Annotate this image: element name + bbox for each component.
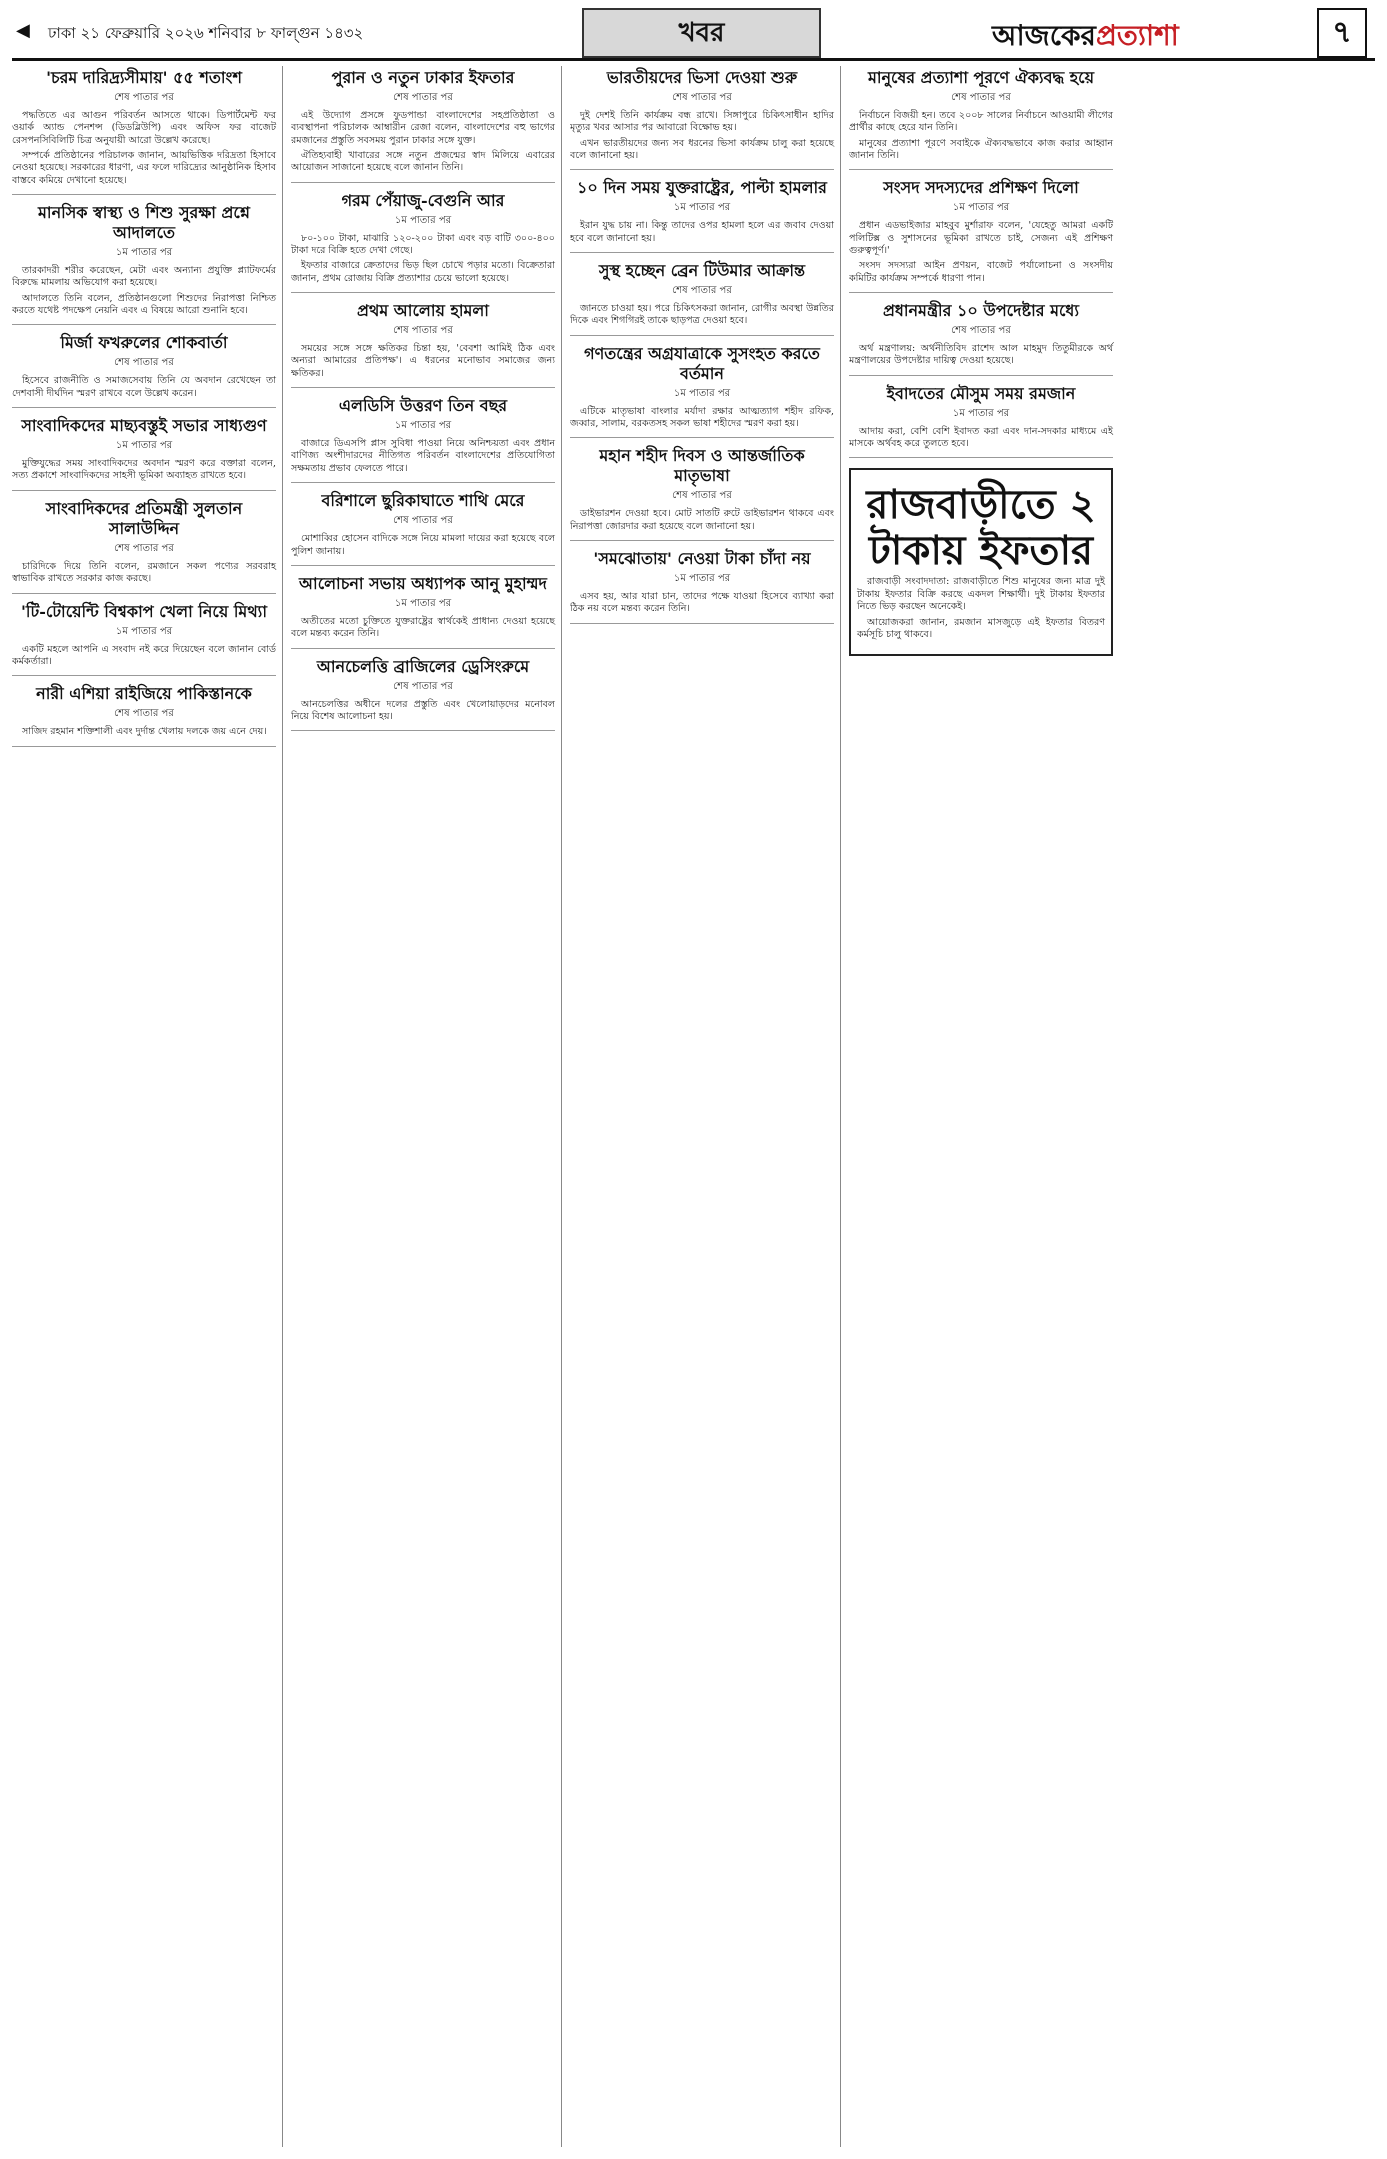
continuation-label: শেষ পাতার পর: [114, 542, 174, 554]
article-body: [849, 343, 1113, 368]
masthead: [12, 8, 1375, 61]
article: [12, 333, 276, 408]
article-paragraph: এসব হয়, আর যারা চান, তাদের পক্ষে যাওয়া হিসেবে ব্যাখ্যা করা ঠিক নয় বলে মন্তব্য করেন তিনি।: [570, 591, 834, 615]
news-column: [12, 66, 283, 2147]
article-body: [570, 110, 834, 162]
article-headline[interactable]: ইবাদতের মৌসুম সময় রমজান: [886, 383, 1076, 403]
article: [291, 574, 555, 649]
article-paragraph: দুই দেশই তিনি কার্যক্রম বন্ধ রাখে। সিঙ্গাপুরে চিকিৎসাধীন হাদির মৃত্যুর খবর আসার পর আবারো বিক্ষোভ হয়।: [570, 110, 834, 134]
article-paragraph: ঐতিহ্যবাহী খাবারের সঙ্গে নতুন প্রজন্মের স্বাদ মিলিয়ে এবারের আয়োজন সাজানো হয়েছে বলে জানান তিনি।: [291, 150, 555, 174]
article-body: [12, 726, 276, 738]
article: [12, 416, 276, 491]
article-body: [570, 303, 834, 328]
continuation-label: শেষ পাতার পর: [393, 325, 453, 337]
article: [849, 301, 1113, 376]
article: [12, 602, 276, 677]
continuation-label: শেষ পাতার পর: [672, 285, 732, 297]
article-body: [291, 533, 555, 558]
article-body: [12, 561, 276, 586]
article-headline[interactable]: মানুষের প্রত্যাশা পূরণে ঐক্যবদ্ধ হয়ে: [867, 68, 1095, 87]
article: [12, 68, 276, 195]
article: [12, 499, 276, 594]
continuation-label: শেষ পাতার পর: [114, 708, 174, 720]
article-paragraph: সাজিদ রহমান শক্তিশালী এবং দুর্দান্ত খেলায় দলকে জয় এনে দেয়।: [22, 726, 267, 738]
continuation-label: শেষ পাতার পর: [672, 92, 732, 103]
article-paragraph: পদ্ধতিতে এর আগুন পরিবর্তন আসতে থাকে। ডিপার্টমেন্ট ফর ওয়ার্ক অ্যান্ড পেনশন্স (ডিডব্লিউপি) এবং অফিস ফর বাজেট রেসপনসিবিলিটি চিত্র অনুযায়ী আরো উল্লেখ করেছে।: [12, 110, 276, 146]
continuation-label: শেষ পাতার পর: [114, 92, 174, 103]
continuation-label: ১ম পাতার পর: [394, 420, 452, 432]
article-body: [570, 220, 834, 245]
article-headline[interactable]: ১০ দিন সময় যুক্তরাষ্ট্রের, পাল্টা হামলার: [577, 178, 827, 198]
continuation-label: ১ম পাতার পর: [673, 387, 731, 399]
news-column: [849, 66, 1119, 2147]
news-column: [291, 66, 562, 2147]
continuation-label: ১ম পাতার পর: [394, 214, 452, 226]
article-paragraph: নির্বাচনে বিজয়ী হন। তবে ২০০৮ সালের নির্বাচনে আওয়ামী লীগের প্রার্থীর কাছে হেরে যান তিনি।: [849, 110, 1113, 134]
article-headline[interactable]: সংসদ সদস্যদের প্রশিক্ষণ দিলো: [883, 178, 1079, 198]
article-headline[interactable]: মির্জা ফখরুলের শোকবার্তা: [60, 333, 228, 353]
page-number: ৭: [1317, 8, 1367, 58]
brand-accent: প্রত্যাশা: [1095, 19, 1179, 52]
article-body: [291, 343, 555, 380]
news-column: [570, 66, 841, 2147]
continuation-label: শেষ পাতার পর: [951, 325, 1011, 337]
article-headline[interactable]: 'সমঝোতায়' নেওয়া টাকা চাঁদা নয়: [593, 549, 811, 569]
article-headline[interactable]: মানসিক স্বাস্থ্য ও শিশু সুরক্ষা প্রশ্নে আদালতে: [38, 203, 250, 243]
article-paragraph: অতীতের মতো চুক্তিতে যুক্তরাষ্ট্রের স্বার্থকেই প্রাধান্য দেওয়া হয়েছে বলে মন্তব্য করেন তিনি।: [291, 615, 555, 640]
continuation-label: ১ম পাতার পর: [115, 625, 173, 637]
article-paragraph: সম্পর্কে প্রতিষ্ঠানের পরিচালক জানান, আয়ভিত্তিক দরিদ্রতা হিসাবে নেওয়া হয়েছে। সরকারের ধারণা, এর ফলে দারিদ্র্যের আনুষ্ঠানিক হিসাব বাস্তবে কমিয়ে দেখানো হয়েছে।: [12, 150, 276, 186]
article-body: [291, 616, 555, 641]
article: [12, 684, 276, 746]
article-paragraph: ডাইভারশন দেওয়া হবে। মোট সাতটি রুটে ডাইভারশন থাকবে এবং নিরাপত্তা জোরদার করা হয়েছে বলে জানানো হয়।: [570, 508, 834, 532]
article: [570, 178, 834, 253]
article-paragraph: এটিকে মাতৃভাষা বাংলার মর্যাদা রক্ষার আত্মত্যাগ শহীদ রফিক, জব্বার, সালাম, বরকতসহ সকল ভাষা শহীদের স্মরণ করা হয়।: [570, 405, 834, 430]
continuation-label: শেষ পাতার পর: [114, 357, 174, 369]
article: [12, 203, 276, 325]
boxed-headline: রাজবাড়ীতে ২ টাকায় ইফতার: [866, 481, 1096, 575]
article-body: [570, 406, 834, 431]
article-paragraph: আদায় করা, বেশি বেশি ইবাদত করা এবং দান-সদকার মাধ্যমে এই মাসকে অর্থবহ করে তুলতে হবে।: [849, 425, 1113, 450]
article-headline[interactable]: ভারতীয়দের ভিসা দেওয়া শুরু: [606, 68, 798, 87]
article-body: [849, 220, 1113, 285]
boxed-body: [857, 576, 1105, 641]
article-paragraph: মানুষের প্রত্যাশা পূরণে সবাইকে ঐক্যবদ্ধভাবে কাজ করার আহ্বান জানান তিনি।: [849, 137, 1113, 162]
article: [570, 344, 834, 439]
article-headline[interactable]: আনচেলত্তি ব্রাজিলের ড্রেসিংরুমে: [316, 656, 530, 676]
article: [291, 191, 555, 293]
article: [291, 301, 555, 388]
article-body: [849, 426, 1113, 451]
boxed-article: [849, 468, 1113, 656]
article-headline[interactable]: নারী এশিয়া রাইজিয়ে পাকিস্তানকে: [36, 684, 252, 704]
article: [291, 657, 555, 732]
article: [291, 396, 555, 483]
continuation-label: শেষ পাতার পর: [393, 92, 453, 103]
article: [291, 491, 555, 566]
continuation-label: ১ম পাতার পর: [115, 247, 173, 259]
article: [849, 68, 1113, 170]
article-body: [570, 591, 834, 616]
continuation-label: শেষ পাতার পর: [951, 92, 1011, 103]
continuation-label: শেষ পাতার পর: [672, 490, 732, 502]
article-paragraph: জানতে চাওয়া হয়। পরে চিকিৎসকরা জানান, রোগীর অবস্থা উন্নতির দিকে এবং শিগগিরই তাকে ছাড়পত্র দেওয়া হবে।: [570, 303, 834, 327]
article-paragraph: আয়োজকরা জানান, রমজান মাসজুড়ে এই ইফতার বিতরণ কর্মসূচি চালু থাকবে।: [857, 616, 1105, 640]
article-paragraph: চারিদিকে দিয়ে তিনি বলেন, রমজানে সকল পণ্যের সরবরাহ স্বাভাবিক রাখতে সরকার কাজ করছে।: [12, 560, 276, 585]
article: [849, 384, 1113, 459]
article-paragraph: ৮০-১০০ টাকা, মাঝারি ১২০-২০০ টাকা এবং বড় বাটি ৩০০-৪০০ টাকা দরে বিক্রি হতে দেখা গেছে।: [291, 232, 555, 257]
article-headline[interactable]: সাংবাদিকদের মাছ্যবস্তুই সভার সাধ্যগুণ: [21, 416, 267, 436]
article-headline[interactable]: পুরান ও নতুন ঢাকার ইফতার: [331, 68, 515, 87]
article-paragraph: বাজারে ডিএসপি প্লাস সুবিধা পাওয়া নিয়ে অনিশ্চয়তা এবং প্রধান বাণিজ্য অংশীদারদের নীতিগত পরিবর্তন বাংলাদেশের প্রতিযোগিতা সক্ষমতায় প্রভাব ফেলতে পারে।: [291, 438, 555, 474]
article-paragraph: একটি মহলে আপনি এ সংবাদ নই করে দিয়েছেন বলে জানান বোর্ড কর্মকর্তারা।: [12, 643, 276, 667]
continuation-label: ১ম পাতার পর: [952, 407, 1010, 419]
article-paragraph: আদালতে তিনি বলেন, প্রতিষ্ঠানগুলো শিশুদের নিরাপত্তা নিশ্চিত করতে যথেষ্ট পদক্ষেপ নেয়নি এবং এ বিষয়ে আরো শুনানি হবে।: [12, 292, 276, 317]
article-body: [12, 644, 276, 669]
article-body: [849, 110, 1113, 162]
article-paragraph: এখন ভারতীয়দের জন্য সব ধরনের ভিসা কার্যক্রম চালু করা হয়েছে বলে জানানো হয়।: [570, 137, 834, 162]
article: [570, 549, 834, 624]
brand-prefix: আজকের: [992, 19, 1096, 52]
article-headline[interactable]: আলোচনা সভায় অধ্যাপক আনু মুহাম্মদ: [299, 573, 547, 593]
article: [570, 446, 834, 541]
article: [849, 178, 1113, 293]
date-line: ঢাকা ২১ ফেব্রুয়ারি ২০২৬ শনিবার ৮ ফাল্গুন ১৪৩২: [48, 24, 364, 42]
article-paragraph: প্রধান এডভাইজার মাহবুব মুর্শারাফ বলেন, 'যেহেতু আমরা একটি পলিটিক্স ও সুশাসনের ভূমিকা রাখতে চাই, সেজন্য এই প্রশিক্ষণ গুরুত্বপূর্ণ।': [849, 220, 1113, 257]
article: [570, 261, 834, 336]
continuation-label: ১ম পাতার পর: [673, 573, 731, 585]
article-grid: [12, 66, 1375, 2147]
article-body: [291, 110, 555, 175]
article-paragraph: অর্থ মন্ত্রণালয়: অর্থনীতিবিদ রাশেদ আল মাহমুদ তিতুমীরকে অর্থ মন্ত্রণালয়ের উপদেষ্টার দায়িত্ব দেওয়া হয়েছে।: [849, 343, 1113, 367]
continuation-label: শেষ পাতার পর: [393, 515, 453, 527]
article-paragraph: আনচেলত্তির অধীনে দলের প্রস্তুতি এবং খেলোয়াড়দের মনোবল নিয়ে বিশেষ আলোচনা হয়।: [291, 698, 555, 722]
article-body: [291, 233, 555, 285]
continuation-label: ১ম পাতার পর: [115, 440, 173, 452]
article-body: [12, 265, 276, 317]
article-headline[interactable]: মহান শহীদ দিবস ও আন্তর্জাতিক মাতৃভাষা: [599, 446, 805, 486]
brand-logo: [992, 14, 1179, 61]
article-paragraph: হিসেবে রাজনীতি ও সমাজসেবায় তিনি যে অবদান রেখেছেন তা দেশবাসী দীর্ঘদিন স্মরণ রাখবে বলে উল্লেখ করেন।: [12, 375, 276, 399]
article-body: [570, 508, 834, 533]
article-headline[interactable]: সুস্থ হচ্ছেন ব্রেন টিউমার আক্রান্ত: [598, 261, 806, 281]
article-body: [12, 375, 276, 400]
article-headline[interactable]: 'চরম দারিদ্র্যসীমায়' ৫৫ শতাংশ: [46, 68, 242, 87]
article-paragraph: মুক্তিযুদ্ধের সময় সাংবাদিকদের অবদান স্মরণ করে বক্তারা বলেন, সত্য প্রকাশে সাংবাদিকদের সাহসী ভূমিকা অব্যাহত রাখতে হবে।: [12, 458, 276, 482]
continuation-label: ১ম পাতার পর: [394, 597, 452, 609]
article-headline[interactable]: 'টি-টোয়েন্টি বিশ্বকাপ খেলা নিয়ে মিথ্যা: [21, 601, 267, 621]
article-headline[interactable]: সাংবাদিকদের প্রতিমন্ত্রী সুলতান সালাউদ্দিন: [45, 498, 243, 538]
article-body: [12, 110, 276, 187]
article-headline[interactable]: প্রধানমন্ত্রীর ১০ উপদেষ্টার মধ্যে: [882, 301, 1080, 321]
article-body: [12, 458, 276, 483]
article-headline[interactable]: প্রথম আলোয় হামলা: [357, 301, 489, 321]
article-paragraph: রাজবাড়ী সংবাদদাতা: রাজবাড়ীতে শিশু মানুষের জন্য মাত্র দুই টাকায় ইফতার বিক্রি করছে একদল শিক্ষার্থী। দুই টাকায় ইফতার নিতে ভিড় করছেন অনেকেই।: [857, 576, 1105, 613]
article-paragraph: ইরান যুদ্ধ চায় না। কিন্তু তাদের ওপর হামলা হলে এর জবাব দেওয়া হবে বলে জানানো হয়।: [570, 220, 834, 244]
article: [570, 68, 834, 170]
article-paragraph: তারকাদরী শরীর করেছেন, মেটা এবং অন্যান্য প্রযুক্তি প্ল্যাটফর্মের বিরুদ্ধে মামলায় অভিযোগ করা হয়েছে।: [12, 265, 276, 289]
article-headline[interactable]: গরম পেঁয়াজু-বেগুনি আর: [341, 190, 505, 210]
article-paragraph: ইফতার বাজারে ক্রেতাদের ভিড় ছিল চোখে পড়ার মতো। বিক্রেতারা জানান, প্রথম রোজায় বিক্রি প্রত্যাশার চেয়ে ভালো হয়েছে।: [291, 260, 555, 284]
page-marker-icon: ◀: [16, 20, 30, 41]
continuation-label: শেষ পাতার পর: [393, 680, 453, 692]
continuation-label: ১ম পাতার পর: [952, 202, 1010, 214]
article-body: [291, 438, 555, 475]
article: [291, 68, 555, 183]
article-headline[interactable]: গণতন্ত্রের অগ্রযাত্রাকে সুসংহত করতে বর্তমান: [584, 343, 820, 383]
article-paragraph: মোশাব্বির হোসেন বাদিকে সঙ্গে নিয়ে মামলা দায়ের করা হয়েছে বলে পুলিশ জানায়।: [291, 533, 555, 557]
article-paragraph: এই উদ্যোগ প্রসঙ্গে ফুডপান্ডা বাংলাদেশের সহপ্রতিষ্ঠাতা ও ব্যবস্থাপনা পরিচালক আম্বারীন রেজা বলেন, বাংলাদেশের বহু ভাগের রমজানের প্রস্তুতি সবসময় পুরান ঢাকার সঙ্গে যুক্ত।: [291, 110, 555, 146]
section-label: খবর: [582, 8, 821, 58]
article-headline[interactable]: এলডিসি উত্তরণ তিন বছর: [338, 396, 508, 416]
article-paragraph: সংসদ সদস্যরা আইন প্রণয়ন, বাজেট পর্যালোচনা ও সংসদীয় কমিটির কার্যক্রম সম্পর্কে ধারণা পান।: [849, 260, 1113, 284]
continuation-label: ১ম পাতার পর: [673, 202, 731, 214]
article-body: [291, 699, 555, 724]
article-headline[interactable]: বরিশালে ছুরিকাঘাতে শাথি মেরে: [321, 491, 525, 511]
article-paragraph: সময়ের সঙ্গে সঙ্গে ক্ষতিকর চিন্তা হয়, 'বেবশা আমিই ঠিক এবং অন্যরা আমারের প্রতিপক্ষ'। এ ধরনের মনোভাব সমাজের জন্য ক্ষতিকর।: [291, 343, 555, 379]
